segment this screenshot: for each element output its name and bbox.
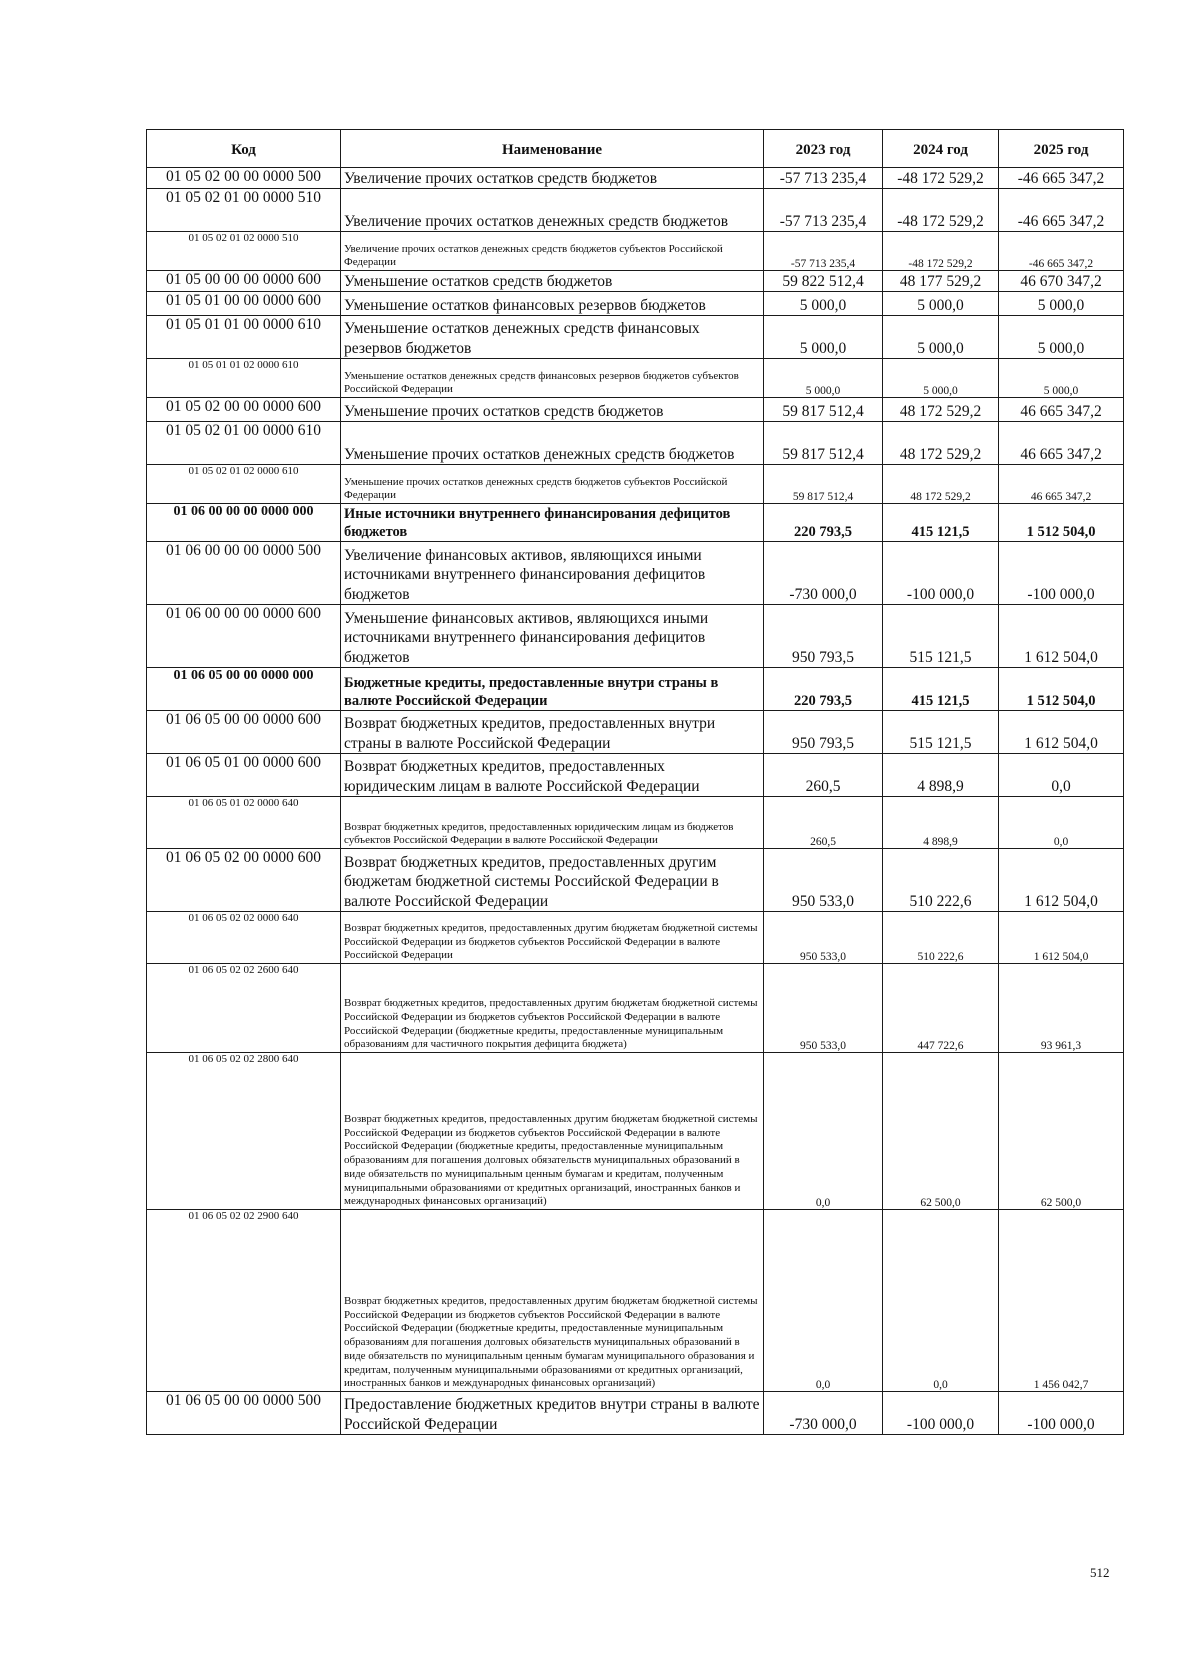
name-cell: Увеличение прочих остатков средств бюджетов <box>341 168 764 189</box>
table-body <box>147 168 1124 1435</box>
name-cell: Возврат бюджетных кредитов, предоставленных другим бюджетам бюджетной системы Российской Федерации из бюджетов субъектов Российской Федерации в валюте Российской Федерации (бюджетные кредиты, предоставленные муниципальным образованиям для частичного покрытия дефицита бюджета) <box>341 964 764 1053</box>
table-row <box>147 189 1124 232</box>
value-2023-cell: 260,5 <box>764 797 883 849</box>
value-2025-cell: 1 612 504,0 <box>999 711 1124 754</box>
value-2024-cell: -100 000,0 <box>883 1392 999 1435</box>
value-2023-cell: 5 000,0 <box>764 359 883 398</box>
value-2023-cell: -57 713 235,4 <box>764 168 883 189</box>
code-cell: 01 06 05 02 00 0000 600 <box>147 849 341 912</box>
value-2023-cell: 950 533,0 <box>764 849 883 912</box>
value-2023-cell: 59 817 512,4 <box>764 465 883 504</box>
name-cell: Возврат бюджетных кредитов, предоставленных другим бюджетам бюджетной системы Российской Федерации в валюте Российской Федерации <box>341 849 764 912</box>
value-2025-cell: -46 665 347,2 <box>999 232 1124 271</box>
table-row <box>147 797 1124 849</box>
value-2025-cell: 93 961,3 <box>999 964 1124 1053</box>
table-row <box>147 422 1124 465</box>
value-2025-cell: 1 512 504,0 <box>999 668 1124 711</box>
name-cell: Уменьшение прочих остатков денежных средств бюджетов субъектов Российской Федерации <box>341 465 764 504</box>
name-cell: Увеличение прочих остатков денежных средств бюджетов <box>341 189 764 232</box>
name-cell: Увеличение финансовых активов, являющихся иными источниками внутреннего финансирования дефицитов бюджетов <box>341 542 764 605</box>
table-row <box>147 465 1124 504</box>
code-cell: 01 06 05 02 02 2900 640 <box>147 1210 341 1392</box>
name-cell: Возврат бюджетных кредитов, предоставленных юридическим лицам из бюджетов субъектов Российской Федерации в валюте Российской Федерации <box>341 797 764 849</box>
code-cell: 01 05 02 01 00 0000 610 <box>147 422 341 465</box>
value-2023-cell: 950 793,5 <box>764 605 883 668</box>
table-row <box>147 711 1124 754</box>
table-row <box>147 605 1124 668</box>
table-row <box>147 668 1124 711</box>
value-2025-cell: 5 000,0 <box>999 316 1124 359</box>
value-2025-cell: 0,0 <box>999 797 1124 849</box>
code-cell: 01 06 05 02 02 2600 640 <box>147 964 341 1053</box>
value-2023-cell: -57 713 235,4 <box>764 189 883 232</box>
value-2024-cell: 0,0 <box>883 1210 999 1392</box>
code-cell: 01 06 05 00 00 0000 600 <box>147 711 341 754</box>
code-cell: 01 05 00 00 00 0000 600 <box>147 271 341 292</box>
name-cell: Возврат бюджетных кредитов, предоставленных другим бюджетам бюджетной системы Российской Федерации из бюджетов субъектов Российской Федерации в валюте Российской Федерации (бюджетные кредиты, предоставленные муниципальным образованиям для погашения долговых обязательств муниципальных образований в виде обязательств по муниципальным ценным бумагам и кредитам, полученным муниципальными образованиями от кредитных организаций, иностранных банков и международных финансовых организаций) <box>341 1053 764 1210</box>
value-2025-cell: 0,0 <box>999 754 1124 797</box>
header-2023: 2023 год <box>764 130 883 168</box>
table-row <box>147 1210 1124 1392</box>
table-row <box>147 849 1124 912</box>
value-2025-cell: 46 665 347,2 <box>999 465 1124 504</box>
value-2024-cell: 48 177 529,2 <box>883 271 999 292</box>
code-cell: 01 06 00 00 00 0000 000 <box>147 504 341 542</box>
value-2024-cell: -100 000,0 <box>883 542 999 605</box>
value-2023-cell: 5 000,0 <box>764 292 883 316</box>
value-2024-cell: 48 172 529,2 <box>883 465 999 504</box>
value-2025-cell: 1 456 042,7 <box>999 1210 1124 1392</box>
value-2023-cell: -730 000,0 <box>764 1392 883 1435</box>
value-2023-cell: 950 793,5 <box>764 711 883 754</box>
code-cell: 01 06 05 02 02 0000 640 <box>147 912 341 964</box>
value-2023-cell: 950 533,0 <box>764 912 883 964</box>
value-2025-cell: 46 665 347,2 <box>999 398 1124 422</box>
value-2023-cell: 59 817 512,4 <box>764 422 883 465</box>
table-row <box>147 912 1124 964</box>
value-2024-cell: 515 121,5 <box>883 711 999 754</box>
value-2025-cell: 1 612 504,0 <box>999 849 1124 912</box>
code-cell: 01 05 01 00 00 0000 600 <box>147 292 341 316</box>
table-row <box>147 271 1124 292</box>
budget-sources-table <box>146 129 1124 1435</box>
value-2025-cell: -46 665 347,2 <box>999 168 1124 189</box>
value-2025-cell: 5 000,0 <box>999 359 1124 398</box>
value-2023-cell: -730 000,0 <box>764 542 883 605</box>
table-row <box>147 168 1124 189</box>
value-2024-cell: 5 000,0 <box>883 359 999 398</box>
value-2024-cell: 4 898,9 <box>883 797 999 849</box>
table-row <box>147 542 1124 605</box>
table-row <box>147 504 1124 542</box>
value-2024-cell: 48 172 529,2 <box>883 398 999 422</box>
value-2024-cell: 48 172 529,2 <box>883 422 999 465</box>
code-cell: 01 05 01 01 02 0000 610 <box>147 359 341 398</box>
name-cell: Увеличение прочих остатков денежных средств бюджетов субъектов Российской Федерации <box>341 232 764 271</box>
value-2024-cell: 4 898,9 <box>883 754 999 797</box>
value-2024-cell: 62 500,0 <box>883 1053 999 1210</box>
name-cell: Возврат бюджетных кредитов, предоставленных другим бюджетам бюджетной системы Российской Федерации из бюджетов субъектов Российской Федерации в валюте Российской Федерации (бюджетные кредиты, предоставленные муниципальным образованиям для погашения долговых обязательств муниципальных образований в виде обязательств по муниципальным ценным бумагам муниципального образования и кредитам, полученным муниципальными образованиями от кредитных организаций, иностранных банков и международных финансовых организаций) <box>341 1210 764 1392</box>
name-cell: Уменьшение финансовых активов, являющихся иными источниками внутреннего финансирования дефицитов бюджетов <box>341 605 764 668</box>
value-2024-cell: 515 121,5 <box>883 605 999 668</box>
name-cell: Предоставление бюджетных кредитов внутри страны в валюте Российской Федерации <box>341 1392 764 1435</box>
code-cell: 01 06 00 00 00 0000 500 <box>147 542 341 605</box>
value-2025-cell: 46 670 347,2 <box>999 271 1124 292</box>
value-2023-cell: 220 793,5 <box>764 504 883 542</box>
table-row <box>147 316 1124 359</box>
name-cell: Возврат бюджетных кредитов, предоставленных другим бюджетам бюджетной системы Российской Федерации из бюджетов субъектов Российской Федерации в валюте Российской Федерации <box>341 912 764 964</box>
value-2025-cell: -100 000,0 <box>999 1392 1124 1435</box>
table-header-row <box>147 130 1124 168</box>
value-2025-cell: 1 612 504,0 <box>999 912 1124 964</box>
value-2024-cell: 415 121,5 <box>883 668 999 711</box>
value-2023-cell: 260,5 <box>764 754 883 797</box>
value-2025-cell: -100 000,0 <box>999 542 1124 605</box>
table-row <box>147 1053 1124 1210</box>
value-2024-cell: -48 172 529,2 <box>883 232 999 271</box>
header-code: Код <box>147 130 341 168</box>
value-2025-cell: 62 500,0 <box>999 1053 1124 1210</box>
name-cell: Уменьшение остатков денежных средств финансовых резервов бюджетов <box>341 316 764 359</box>
value-2024-cell: 510 222,6 <box>883 849 999 912</box>
value-2025-cell: -46 665 347,2 <box>999 189 1124 232</box>
code-cell: 01 05 02 01 02 0000 610 <box>147 465 341 504</box>
code-cell: 01 06 05 02 02 2800 640 <box>147 1053 341 1210</box>
name-cell: Уменьшение прочих остатков средств бюджетов <box>341 398 764 422</box>
value-2023-cell: 0,0 <box>764 1053 883 1210</box>
name-cell: Иные источники внутреннего финансирования дефицитов бюджетов <box>341 504 764 542</box>
code-cell: 01 05 01 01 00 0000 610 <box>147 316 341 359</box>
value-2025-cell: 46 665 347,2 <box>999 422 1124 465</box>
value-2023-cell: 0,0 <box>764 1210 883 1392</box>
value-2023-cell: 5 000,0 <box>764 316 883 359</box>
name-cell: Уменьшение остатков денежных средств финансовых резервов бюджетов субъектов Российской Федерации <box>341 359 764 398</box>
header-2024: 2024 год <box>883 130 999 168</box>
code-cell: 01 05 02 01 00 0000 510 <box>147 189 341 232</box>
code-cell: 01 05 02 00 00 0000 500 <box>147 168 341 189</box>
value-2023-cell: 59 822 512,4 <box>764 271 883 292</box>
value-2024-cell: 5 000,0 <box>883 292 999 316</box>
code-cell: 01 06 05 01 02 0000 640 <box>147 797 341 849</box>
table-row <box>147 292 1124 316</box>
value-2024-cell: -48 172 529,2 <box>883 189 999 232</box>
table-row <box>147 398 1124 422</box>
value-2024-cell: -48 172 529,2 <box>883 168 999 189</box>
name-cell: Уменьшение остатков средств бюджетов <box>341 271 764 292</box>
table-row <box>147 964 1124 1053</box>
code-cell: 01 06 00 00 00 0000 600 <box>147 605 341 668</box>
table-row <box>147 1392 1124 1435</box>
name-cell: Уменьшение прочих остатков денежных средств бюджетов <box>341 422 764 465</box>
value-2025-cell: 5 000,0 <box>999 292 1124 316</box>
page-number: 512 <box>1090 1565 1110 1580</box>
table-row <box>147 232 1124 271</box>
value-2023-cell: 59 817 512,4 <box>764 398 883 422</box>
value-2024-cell: 510 222,6 <box>883 912 999 964</box>
header-2025: 2025 год <box>999 130 1124 168</box>
header-name: Наименование <box>341 130 764 168</box>
value-2024-cell: 5 000,0 <box>883 316 999 359</box>
table-row <box>147 754 1124 797</box>
code-cell: 01 05 02 01 02 0000 510 <box>147 232 341 271</box>
value-2024-cell: 447 722,6 <box>883 964 999 1053</box>
value-2023-cell: 220 793,5 <box>764 668 883 711</box>
table-row <box>147 359 1124 398</box>
value-2025-cell: 1 612 504,0 <box>999 605 1124 668</box>
name-cell: Возврат бюджетных кредитов, предоставленных юридическим лицам в валюте Российской Федерации <box>341 754 764 797</box>
value-2024-cell: 415 121,5 <box>883 504 999 542</box>
name-cell: Бюджетные кредиты, предоставленные внутри страны в валюте Российской Федерации <box>341 668 764 711</box>
name-cell: Возврат бюджетных кредитов, предоставленных внутри страны в валюте Российской Федерации <box>341 711 764 754</box>
value-2025-cell: 1 512 504,0 <box>999 504 1124 542</box>
value-2023-cell: -57 713 235,4 <box>764 232 883 271</box>
code-cell: 01 06 05 00 00 0000 000 <box>147 668 341 711</box>
code-cell: 01 06 05 00 00 0000 500 <box>147 1392 341 1435</box>
code-cell: 01 05 02 00 00 0000 600 <box>147 398 341 422</box>
code-cell: 01 06 05 01 00 0000 600 <box>147 754 341 797</box>
value-2023-cell: 950 533,0 <box>764 964 883 1053</box>
name-cell: Уменьшение остатков финансовых резервов бюджетов <box>341 292 764 316</box>
